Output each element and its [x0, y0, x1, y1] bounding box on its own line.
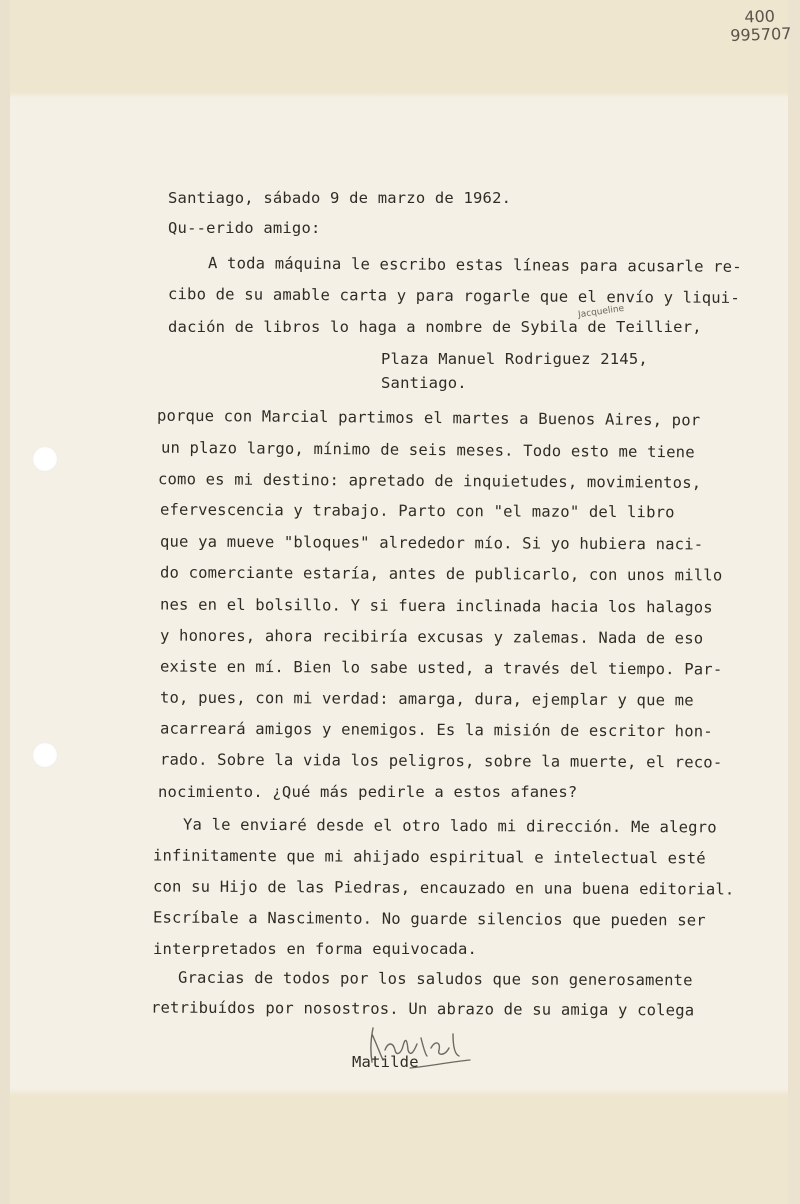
letter-line: to, pues, con mi verdad: amarga, dura, ejemplar y que me	[159, 688, 694, 710]
letter-line: do comerciante estaría, antes de publicarlo, con unos millo	[159, 563, 723, 585]
signature-name: Matilde	[352, 1053, 419, 1071]
archive-number: 400	[744, 6, 776, 27]
handwritten-annotation: Jacqueline	[577, 303, 625, 321]
letter-line: Escríbale a Nascimento. No guarde silencios que pueden ser	[152, 908, 706, 930]
letter-line: retribuídos por nosostros. Un abrazo de su amiga y colega	[150, 998, 695, 1020]
letter-line: y honores, ahora recibiría excusas y zalemas. Nada de eso	[159, 626, 704, 648]
salutation: Qu--erido amigo:	[168, 219, 321, 237]
letter-line: Gracias de todos por los saludos que son generosamente	[177, 968, 693, 990]
letter-line: que ya mueve "bloques" alrededor mío. Si yo hubiera naci-	[159, 532, 704, 554]
letter-line: como es mi destino: apretado de inquietudes, movimientos,	[157, 470, 702, 492]
letter-line: cibo de su amable carta y para rogarle que el envío y liqui-	[167, 285, 740, 307]
letter-line: Ya le enviaré desde el otro lado mi dirección. Me alegro	[182, 815, 717, 837]
letter-line: efervescencia y trabajo. Parto con "el mazo" del libro	[159, 500, 675, 522]
letter-line: A toda máquina le escribo estas líneas para acusarle re-	[207, 254, 742, 276]
letter-line: nes en el bolsillo. Y si fuera inclinada hacia los halagos	[159, 595, 713, 617]
letter-line: dación de libros lo haga a nombre de Sybila de Teillier,	[168, 318, 702, 336]
letter-line: nocimiento. ¿Qué más pedirle a estos afanes?	[158, 783, 578, 801]
letter-line: un plazo largo, mínimo de seis meses. Todo esto me tiene	[160, 438, 695, 462]
dateline: Santiago, sábado 9 de marzo de 1962.	[168, 189, 512, 207]
letter-line: existe en mí. Bien lo sabe usted, a través del tiempo. Par-	[159, 657, 723, 679]
letter-line: porque con Marcial partimos el martes a Buenos Aires, por	[156, 406, 701, 430]
letter-line: interpretados en forma equivocada.	[153, 940, 478, 958]
address-line: Plaza Manuel Rodriguez 2145,	[381, 350, 648, 368]
letter-line: con su Hijo de las Piedras, encauzado en una buena editorial.	[152, 877, 735, 899]
letter-line: acarreará amigos y enemigos. Es la misión de escritor hon-	[159, 719, 713, 741]
letter-line: infinitamente que mi ahijado espiritual e intelectual esté	[152, 846, 706, 868]
letter-line: rado. Sobre la vida los peligros, sobre la muerte, el reco-	[159, 750, 723, 772]
address-city: Santiago.	[381, 374, 467, 392]
archive-code: 995707	[729, 23, 792, 46]
